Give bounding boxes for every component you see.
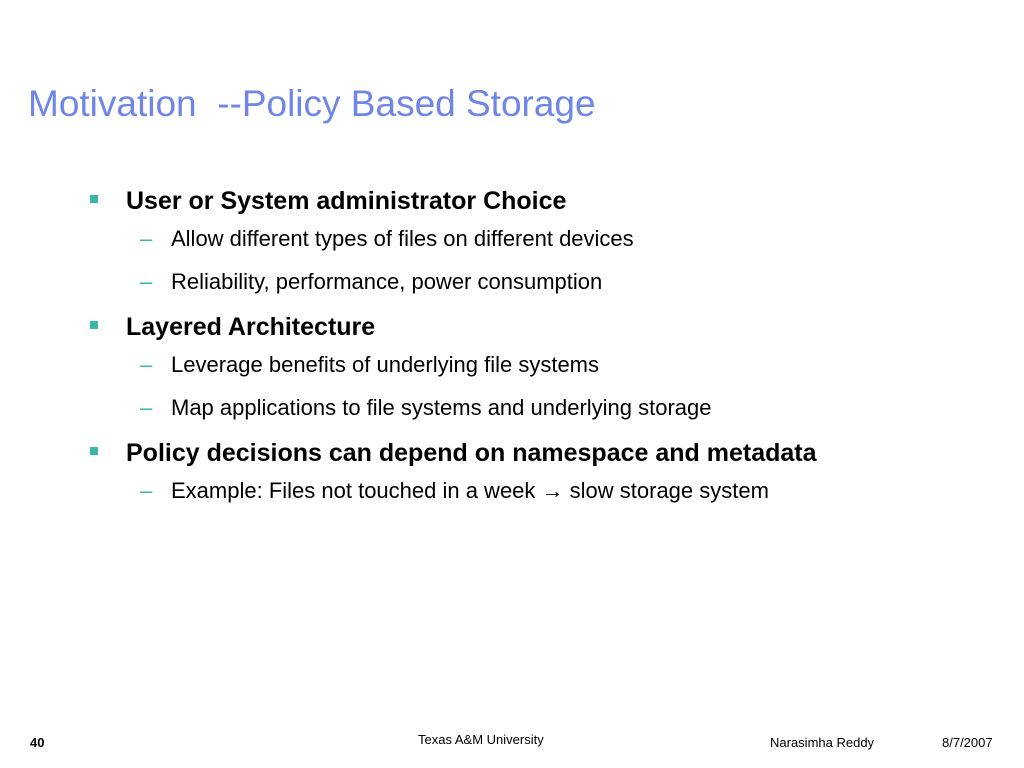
sub-list xyxy=(88,224,988,297)
sub-text: Allow different types of files on different devices xyxy=(171,226,634,251)
bullet-text: Policy decisions can depend on namespace and metadata xyxy=(126,439,817,467)
dash-bullet-icon: – xyxy=(140,226,153,251)
sub-list xyxy=(88,350,988,423)
bullet-text: Layered Architecture xyxy=(126,313,376,341)
dash-bullet-icon: – xyxy=(140,478,153,503)
sub-list xyxy=(88,476,988,506)
sub-text: Reliability, performance, power consumption xyxy=(171,269,603,294)
footer-date: 8/7/2007 xyxy=(942,735,993,750)
bullet-group xyxy=(88,310,988,423)
sub-text: Leverage benefits of underlying file systems xyxy=(171,352,600,377)
bullet-item xyxy=(88,436,988,470)
dash-bullet-icon: – xyxy=(140,352,153,377)
bullet-text: User or System administrator Choice xyxy=(126,187,567,215)
bullet-group xyxy=(88,436,988,506)
slide-content xyxy=(88,184,988,519)
sub-item xyxy=(88,224,988,254)
sub-item xyxy=(88,476,988,506)
sub-item xyxy=(88,350,988,380)
right-arrow-icon: → xyxy=(541,478,564,503)
page-number: 40 xyxy=(30,735,45,750)
footer-institution: Texas A&M University xyxy=(418,732,544,747)
example-text-before: Example: Files not touched in a week xyxy=(171,478,542,503)
sub-item xyxy=(88,267,988,297)
bullet-group xyxy=(88,184,988,297)
square-bullet-icon xyxy=(90,321,98,329)
bullet-item xyxy=(88,310,988,344)
slide-title: Motivation --Policy Based Storage xyxy=(28,83,596,124)
dash-bullet-icon: – xyxy=(140,269,153,294)
dash-bullet-icon: – xyxy=(140,395,153,420)
square-bullet-icon xyxy=(90,447,98,455)
example-text-after: slow storage system xyxy=(563,478,769,503)
bullet-item xyxy=(88,184,988,218)
footer-author: Narasimha Reddy xyxy=(770,735,875,750)
sub-text: Map applications to file systems and underlying storage xyxy=(171,395,712,420)
sub-item xyxy=(88,393,988,423)
square-bullet-icon xyxy=(90,195,98,203)
